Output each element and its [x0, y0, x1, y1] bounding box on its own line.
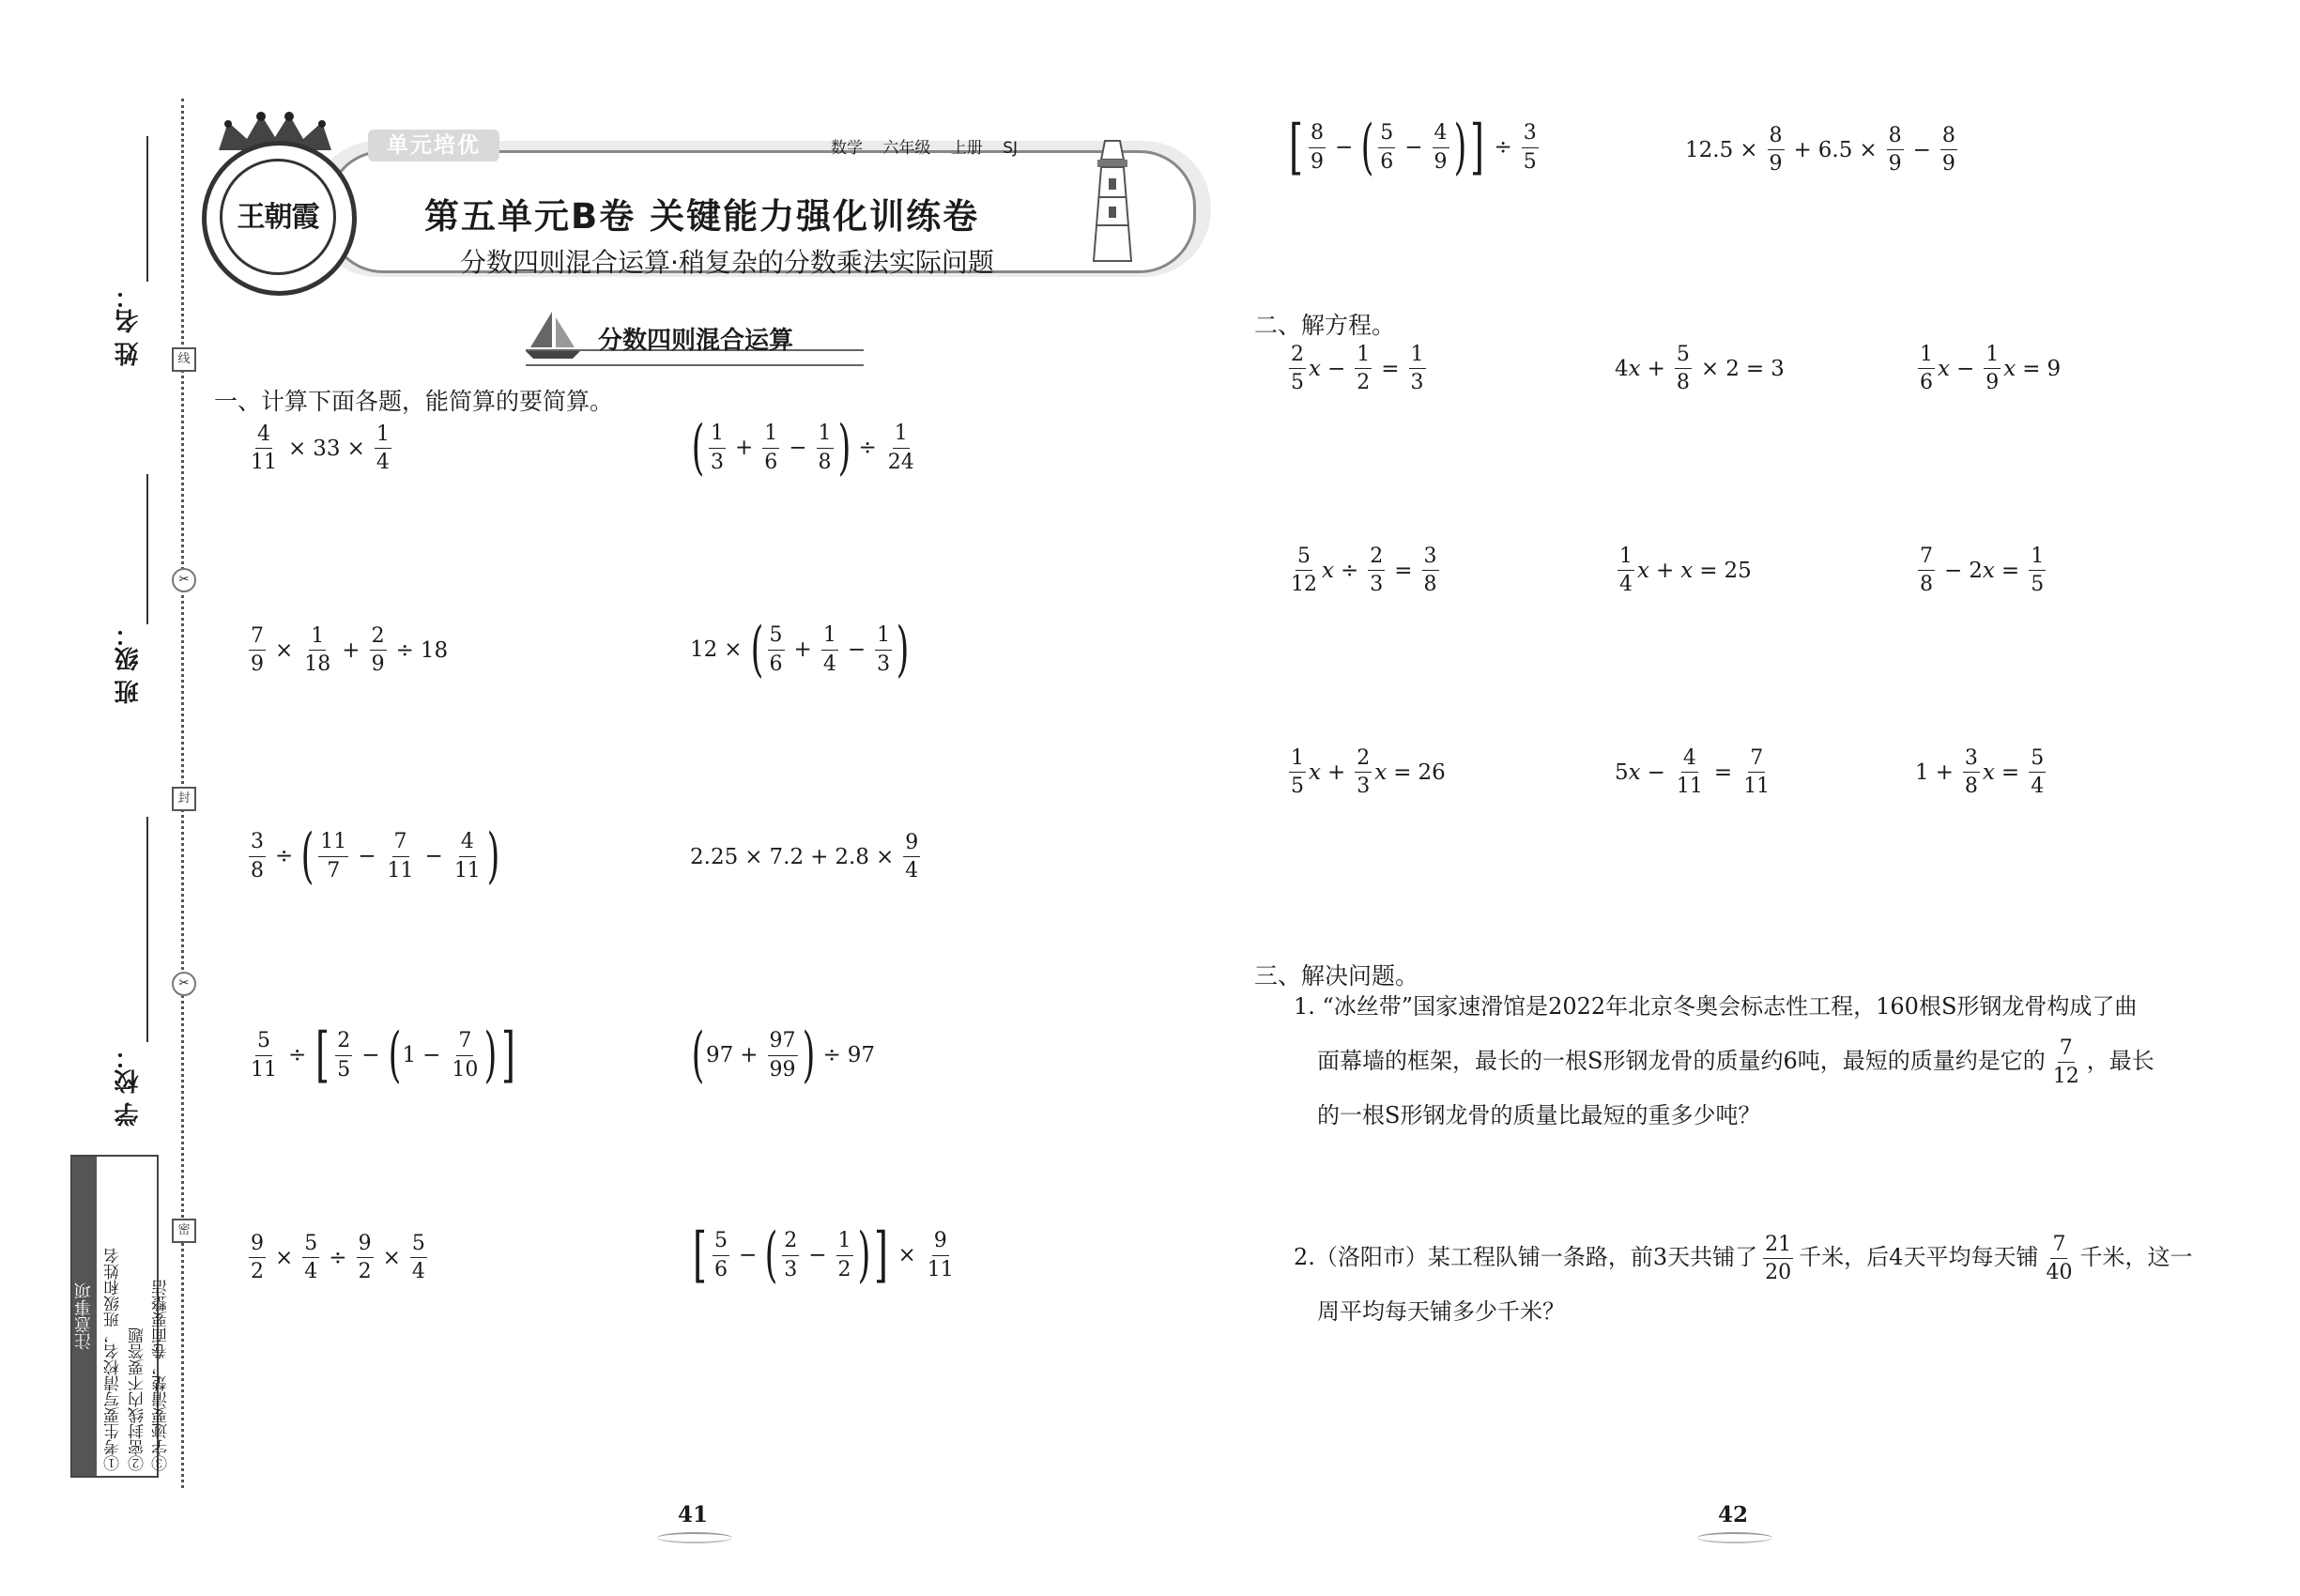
- scissors-icon: ✂: [172, 568, 196, 592]
- calc-7: $\frac{5}{11}$ ÷ [ $\frac{2}{5}$ − ( 1 − $\frac{7}{10}$ ) ]: [251, 1021, 516, 1090]
- calc-5: $\frac{3}{8}$ ÷ ( $\frac{11}{7}$ − $\frac{7}{11}$ − $\frac{4}{11}$ ): [251, 821, 500, 891]
- name-field[interactable]: [146, 136, 148, 282]
- problem-text: 面幕墙的框架，最长的一根S形钢龙骨的质量约6吨，最短的质量约是它的: [1317, 1048, 2046, 1074]
- calc-11: [ $\frac{8}{9}$ − ( $\frac{5}{6}$ − $\frac{4}{9}$ ) ] ÷ $\frac{3}{5}$: [1288, 113, 1537, 182]
- problem-text: 千米，后4天平均每天铺: [1799, 1244, 2039, 1270]
- equation-3: $\frac{1}{6}$ x − $\frac{1}{9}$ x = 9: [1920, 343, 2062, 395]
- school-label: 学 校：: [115, 1044, 143, 1127]
- calc-2: ( $\frac{1}{3}$ + $\frac{1}{6}$ − $\frac{1}{8}$ ) ÷ $\frac{1}{24}$: [691, 413, 914, 483]
- calc-10: [ $\frac{5}{6}$ − ( $\frac{2}{3}$ − $\frac{1}{2}$ ) ] × $\frac{9}{11}$: [692, 1220, 954, 1290]
- logo-name: 王朝霞: [237, 201, 319, 234]
- problem-text: 2.（洛阳市）某工程队铺一条路，前3天共铺了: [1294, 1244, 1758, 1270]
- calc-9: $\frac{9}{2}$ × $\frac{5}{4}$ ÷ $\frac{9}{2}$ × $\frac{5}{4}$: [251, 1232, 425, 1284]
- equation-1: $\frac{2}{5}$ x − $\frac{1}{2}$ = $\frac{1}{3}$: [1291, 343, 1424, 395]
- seal-mark: 封: [172, 787, 196, 811]
- equation-4: $\frac{5}{12}$ x ÷ $\frac{2}{3}$ = $\frac{3}{8}$: [1291, 545, 1437, 597]
- equation-5: $\frac{1}{4}$ x + x = 25: [1619, 545, 1752, 597]
- notice-item: ②密封线内不要答题: [129, 1327, 147, 1471]
- equation-9: 1 + $\frac{3}{8}$ x = $\frac{5}{4}$: [1915, 746, 2045, 799]
- seal-mark: 线: [172, 347, 196, 372]
- calc-12: 12.5 × $\frac{8}{9}$ + 6.5 × $\frac{8}{9}$ − $\frac{8}{9}$: [1685, 124, 1955, 176]
- word-problem-2: 2.（洛阳市）某工程队铺一条路，前3天共铺了 $\frac{21}{20}$ 千米，后4天平均每天铺 $\frac{7}{40}$ 千米，这一 周平均每天铺多少千米？: [1294, 1230, 2232, 1339]
- word-problem-1: 1. “冰丝带”国家速滑馆是2022年北京冬奥会标志性工程，160根S形钢龙骨构成了曲 面幕墙的框架，最长的一根S形钢龙骨的质量约6吨，最短的质量约是它的 $\frac{7}{12}$ ，最长 的一根S形钢龙骨的质量比最短的重多少吨？: [1294, 979, 2232, 1143]
- equation-7: $\frac{1}{5}$ x + $\frac{2}{3}$ x = 26: [1291, 746, 1446, 799]
- page-subtitle: 分数四则混合运算·稍复杂的分数乘法实际问题: [460, 247, 994, 278]
- calc-3: $\frac{7}{9}$ × $\frac{1}{18}$ + $\frac{2}{9}$ ÷ 18: [251, 624, 449, 677]
- class-label: 班 级：: [115, 622, 143, 704]
- page-title: 第五单元B卷 关键能力强化训练卷: [424, 196, 980, 237]
- calc-6: 2.25 × 7.2 + 2.8 × $\frac{9}{4}$: [690, 831, 919, 883]
- q1-heading: 一、计算下面各题，能简算的要简算。: [214, 388, 614, 415]
- notice-box: [70, 1155, 171, 1478]
- notice-title: 注意事项: [72, 1157, 97, 1476]
- problem-text: 的一根S形钢龙骨的质量比最短的重多少吨？: [1317, 1102, 1761, 1129]
- equation-2: 4 x + $\frac{5}{8}$ × 2 = 3: [1615, 343, 1785, 395]
- equation-6: $\frac{7}{8}$ − 2 x = $\frac{1}{5}$: [1920, 545, 2045, 597]
- brand-logo: [202, 141, 357, 296]
- calc-8: ( 97 + $\frac{97}{99}$ ) ÷ 97: [691, 1021, 876, 1090]
- name-label: 姓 名：: [115, 284, 143, 366]
- equation-8: 5 x − $\frac{4}{11}$ = $\frac{7}{11}$: [1615, 746, 1771, 799]
- lighthouse-icon: [1084, 131, 1141, 263]
- section-title: 分数四则混合运算: [598, 327, 794, 355]
- scissors-icon: ✂: [172, 972, 196, 996]
- problem-text: 1. “冰丝带”国家速滑馆是2022年北京冬奥会标志性工程，160根S形钢龙骨构成了曲: [1294, 993, 2138, 1020]
- problem-text: ，最长: [2086, 1048, 2154, 1074]
- problem-text: 千米，这一: [2079, 1244, 2193, 1270]
- class-field[interactable]: [146, 474, 148, 624]
- calc-4: 12 × ( $\frac{5}{6}$ + $\frac{1}{4}$ − $\frac{1}{3}$ ): [690, 615, 910, 684]
- notice-item: ①考生要写清校名，班级和姓名: [104, 1248, 123, 1471]
- page-number: 42: [1718, 1502, 1749, 1527]
- seal-mark: 密: [172, 1219, 196, 1243]
- school-field[interactable]: [146, 817, 148, 1042]
- calc-1: $\frac{4}{11}$ × 33 × $\frac{1}{4}$: [251, 422, 390, 475]
- page-ornament: [657, 1532, 732, 1543]
- q2-heading: 二、解方程。: [1254, 312, 1396, 339]
- page-ornament: [1697, 1532, 1772, 1543]
- q3-heading: 三、解决问题。: [1254, 962, 1419, 990]
- page-number: 41: [678, 1502, 709, 1527]
- unit-tag: 单元培优: [368, 130, 499, 161]
- notice-item: ③字迹要清楚，卷面要整洁: [152, 1280, 171, 1471]
- problem-text: 周平均每天铺多少千米？: [1317, 1298, 1565, 1326]
- book-meta: 数学 六年级 上册 SJ: [831, 139, 1019, 158]
